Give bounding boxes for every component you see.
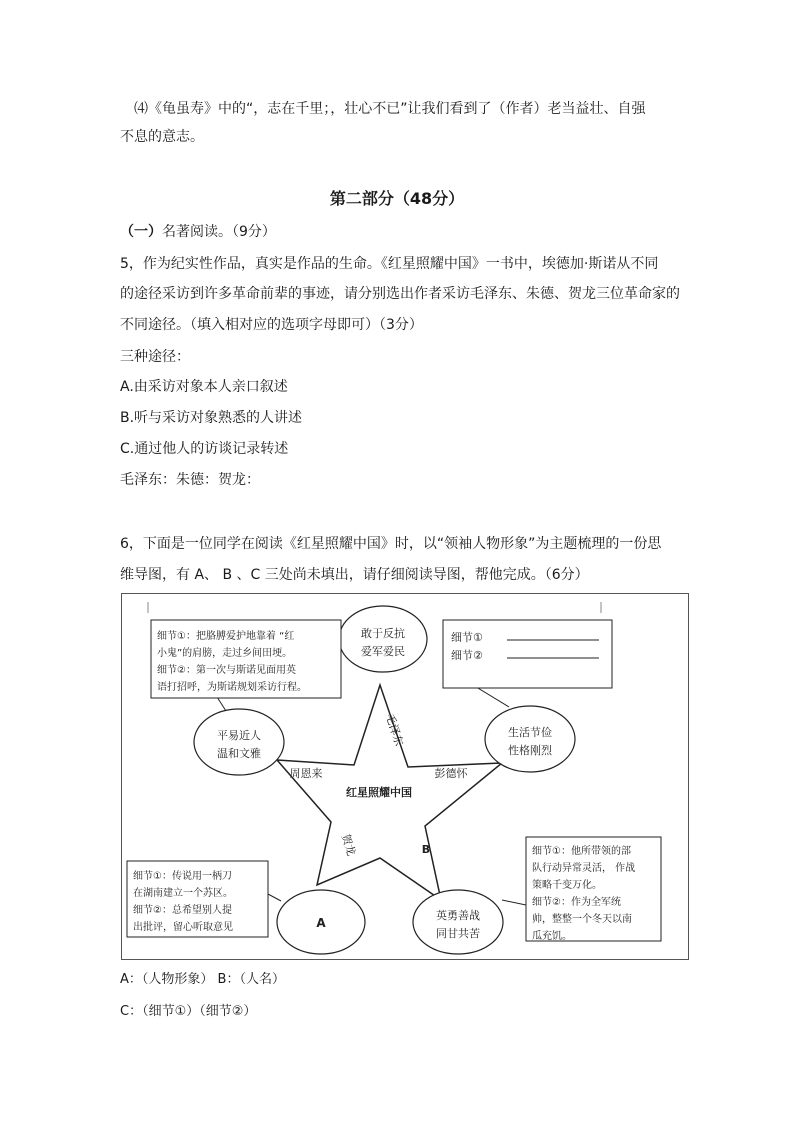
intro-line-1: ⑷《龟虽寿》中的“，志在千里；，壮心不已”让我们看到了（作者）老当益壮、自强 bbox=[134, 101, 646, 117]
box-bottom-right-line-4: 细节②：作为全军统 bbox=[532, 897, 621, 908]
answer-line-c: C：（细节①）（细节②） bbox=[120, 1004, 257, 1019]
q5-line-3: 不同途径。（填入相对应的选项字母即可）（3分） bbox=[120, 317, 423, 333]
circle-bottom-right bbox=[413, 890, 503, 954]
box-bottom-left-line-2: 在湖南建立一个苏区。 bbox=[133, 888, 233, 899]
circle-right bbox=[485, 706, 575, 772]
box-bottom-right-line-3: 策略千变万化。 bbox=[532, 880, 602, 891]
box-top-right-line-2: 细节② bbox=[451, 649, 483, 662]
q5-line-2: 的途径采访到许多革命前辈的事迹，请分别选出作者采访毛泽东、朱德、贺龙三位革命家的 bbox=[120, 286, 680, 302]
box-bottom-left-line-4: 出批评，留心听取意见 bbox=[133, 922, 233, 933]
mindmap-figure bbox=[121, 593, 690, 961]
circle-left-line-2: 温和文雅 bbox=[217, 747, 261, 760]
circle-bottom-right-line-2: 同甘共苦 bbox=[436, 927, 480, 940]
circle-right-line-2: 性格刚烈 bbox=[508, 744, 552, 757]
circle-left-line-1: 平易近人 bbox=[217, 729, 261, 742]
q5-ways-label: 三种途径： bbox=[120, 349, 190, 365]
box-bottom-left-line-1: 细节①：传说用一柄刀 bbox=[133, 871, 232, 882]
right-point-label: 彭德怀 bbox=[434, 767, 468, 780]
bottom-left-point-label: 贺龙 bbox=[338, 832, 358, 858]
box-bottom-right-line-1: 细节①：他所带领的部 bbox=[532, 846, 631, 857]
q5-option-a: A.由采访对象本人亲口叙述 bbox=[120, 379, 288, 395]
circle-right-line-1: 生活节俭 bbox=[508, 726, 552, 739]
box-bottom-right-line-6: 瓜充饥。 bbox=[532, 931, 572, 942]
box-top-left-line-1: 细节①：把胳膊爱护地靠着 “红 bbox=[157, 631, 295, 642]
part1-label: （一） bbox=[120, 224, 162, 240]
box-bottom-left-line-3: 细节②：总希望别人提 bbox=[133, 905, 232, 916]
box-top-right-line-1: 细节① bbox=[451, 631, 483, 644]
box-bottom-right-line-2: 队行动异常灵活， 作战 bbox=[532, 863, 636, 874]
q5-line-1: 5，作为纪实性作品，真实是作品的生命。《红星照耀中国》一书中，埃德加·斯诺从不同 bbox=[120, 256, 659, 272]
q5-answer-line: 毛泽东：朱德：贺龙： bbox=[120, 472, 260, 488]
q5-option-c: C.通过他人的访谈记录转述 bbox=[120, 441, 289, 457]
circle-a-label: A bbox=[316, 916, 326, 930]
circle-bottom-right-line-1: 英勇善战 bbox=[436, 909, 480, 922]
left-point-label: 周恩来 bbox=[289, 767, 323, 780]
box-top-left-line-2: 小鬼”的肩膀，走过乡间田埂。 bbox=[157, 648, 293, 659]
section-title: 第二部分（48分） bbox=[329, 189, 465, 208]
circle-top-line-1: 敢于反抗 bbox=[361, 627, 405, 640]
circle-left bbox=[194, 709, 284, 775]
center-label: 红星照耀中国 bbox=[346, 786, 412, 799]
box-bottom-right-line-5: 帅，整整一个冬天以南 bbox=[532, 914, 632, 925]
q5-option-b: B.听与采访对象熟悉的人讲述 bbox=[120, 410, 303, 426]
part1-heading bbox=[120, 222, 276, 242]
answer-line-ab: A：（人物形象） B：（人名） bbox=[120, 972, 285, 987]
box-top-left-line-3: 细节②：第一次与斯诺见面用英 bbox=[157, 665, 296, 676]
part1-title: 名著阅读。（9分） bbox=[162, 224, 276, 240]
box-top-left-line-4: 语打招呼，为斯诺规划采访行程。 bbox=[157, 682, 307, 693]
top-point-label: 毛泽东 bbox=[383, 712, 406, 748]
point-b-label: B bbox=[421, 843, 431, 856]
circle-top-line-2: 爱军爱民 bbox=[361, 645, 405, 658]
q6-line-2: 维导图，有 A、 B 、C 三处尚未填出，请仔细阅读导图，帮他完成。（6分） bbox=[120, 567, 589, 583]
intro-line-2: 不息的意志。 bbox=[120, 129, 204, 145]
q6-line-1: 6，下面是一位同学在阅读《红星照耀中国》时，以“领袖人物形象”为主题梳理的一份思 bbox=[120, 536, 662, 552]
